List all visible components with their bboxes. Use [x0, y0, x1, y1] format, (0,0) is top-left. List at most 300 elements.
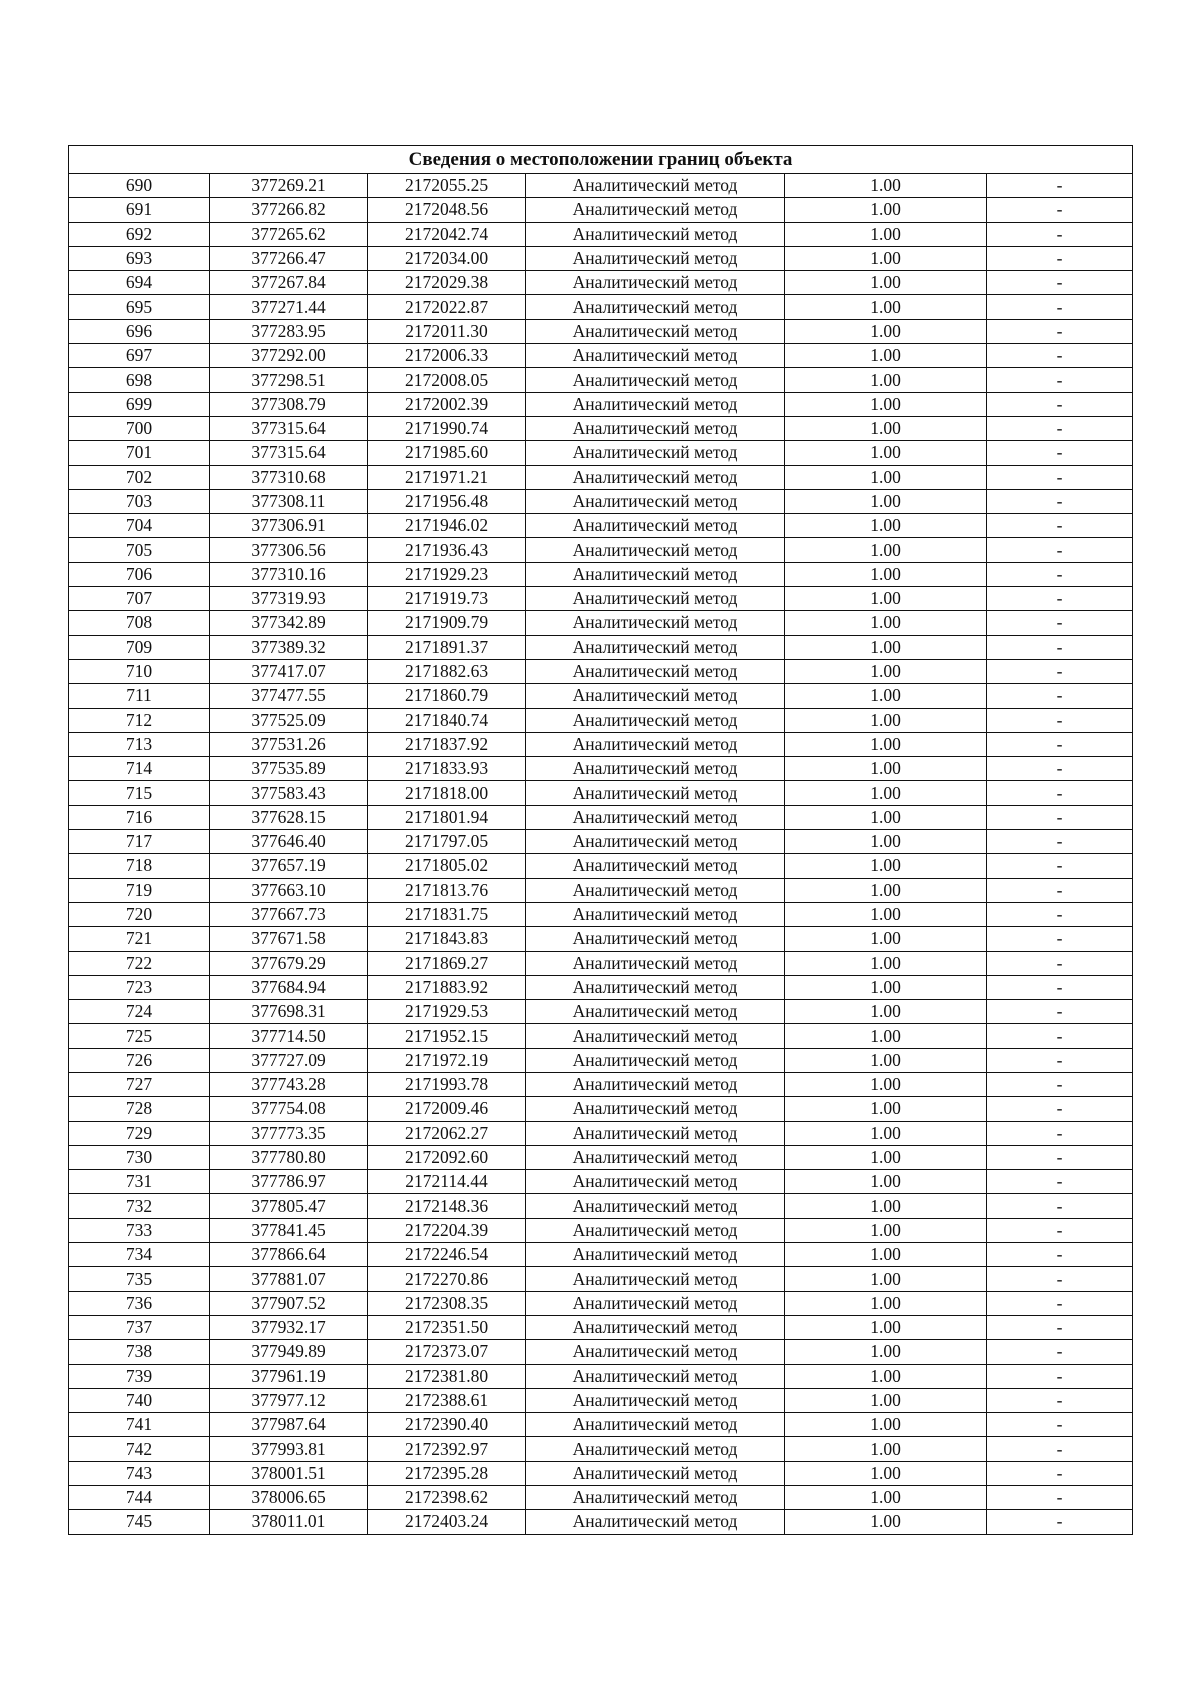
x-coordinate-cell: 377773.35: [210, 1121, 368, 1145]
accuracy-cell: 1.00: [785, 1510, 987, 1534]
method-cell: Аналитический метод: [526, 1145, 785, 1169]
description-cell: -: [987, 708, 1133, 732]
method-cell: Аналитический метод: [526, 708, 785, 732]
table-row: [69, 1315, 1133, 1339]
method-cell: Аналитический метод: [526, 514, 785, 538]
method-cell: Аналитический метод: [526, 781, 785, 805]
y-coordinate-cell: 2172002.39: [368, 392, 526, 416]
y-coordinate-cell: 2171952.15: [368, 1024, 526, 1048]
point-number-cell: 709: [69, 635, 210, 659]
description-cell: -: [987, 368, 1133, 392]
y-coordinate-cell: 2171919.73: [368, 587, 526, 611]
x-coordinate-cell: 377786.97: [210, 1170, 368, 1194]
x-coordinate-cell: 377308.79: [210, 392, 368, 416]
point-number-cell: 697: [69, 344, 210, 368]
description-cell: -: [987, 465, 1133, 489]
accuracy-cell: 1.00: [785, 1267, 987, 1291]
accuracy-cell: 1.00: [785, 441, 987, 465]
method-cell: Аналитический метод: [526, 1413, 785, 1437]
y-coordinate-cell: 2171972.19: [368, 1048, 526, 1072]
x-coordinate-cell: 377315.64: [210, 416, 368, 440]
point-number-cell: 696: [69, 319, 210, 343]
point-number-cell: 722: [69, 951, 210, 975]
x-coordinate-cell: 377417.07: [210, 659, 368, 683]
x-coordinate-cell: 377907.52: [210, 1291, 368, 1315]
x-coordinate-cell: 377310.68: [210, 465, 368, 489]
accuracy-cell: 1.00: [785, 659, 987, 683]
description-cell: -: [987, 1461, 1133, 1485]
method-cell: Аналитический метод: [526, 271, 785, 295]
method-cell: Аналитический метод: [526, 392, 785, 416]
accuracy-cell: 1.00: [785, 1364, 987, 1388]
y-coordinate-cell: 2171946.02: [368, 514, 526, 538]
point-number-cell: 721: [69, 927, 210, 951]
x-coordinate-cell: 377269.21: [210, 174, 368, 198]
table-row: [69, 1145, 1133, 1169]
x-coordinate-cell: 377583.43: [210, 781, 368, 805]
table-row: [69, 757, 1133, 781]
x-coordinate-cell: 377306.56: [210, 538, 368, 562]
accuracy-cell: 1.00: [785, 1243, 987, 1267]
description-cell: -: [987, 441, 1133, 465]
point-number-cell: 698: [69, 368, 210, 392]
description-cell: -: [987, 1121, 1133, 1145]
accuracy-cell: 1.00: [785, 465, 987, 489]
point-number-cell: 720: [69, 902, 210, 926]
table-row: [69, 587, 1133, 611]
point-number-cell: 711: [69, 684, 210, 708]
table-row: [69, 319, 1133, 343]
x-coordinate-cell: 377714.50: [210, 1024, 368, 1048]
table-row: [69, 198, 1133, 222]
table-row: [69, 1364, 1133, 1388]
accuracy-cell: 1.00: [785, 781, 987, 805]
description-cell: -: [987, 1486, 1133, 1510]
x-coordinate-cell: 377754.08: [210, 1097, 368, 1121]
accuracy-cell: 1.00: [785, 1194, 987, 1218]
x-coordinate-cell: 377628.15: [210, 805, 368, 829]
accuracy-cell: 1.00: [785, 489, 987, 513]
point-number-cell: 736: [69, 1291, 210, 1315]
table-row: [69, 1048, 1133, 1072]
table-row: [69, 1170, 1133, 1194]
table-row: [69, 1194, 1133, 1218]
accuracy-cell: 1.00: [785, 198, 987, 222]
x-coordinate-cell: 377531.26: [210, 732, 368, 756]
method-cell: Аналитический метод: [526, 562, 785, 586]
x-coordinate-cell: 377841.45: [210, 1218, 368, 1242]
table-row: [69, 708, 1133, 732]
description-cell: -: [987, 1000, 1133, 1024]
description-cell: -: [987, 1364, 1133, 1388]
method-cell: Аналитический метод: [526, 975, 785, 999]
y-coordinate-cell: 2172308.35: [368, 1291, 526, 1315]
table-row: [69, 854, 1133, 878]
x-coordinate-cell: 377646.40: [210, 830, 368, 854]
description-cell: -: [987, 757, 1133, 781]
point-number-cell: 692: [69, 222, 210, 246]
point-number-cell: 723: [69, 975, 210, 999]
table-row: [69, 441, 1133, 465]
x-coordinate-cell: 378011.01: [210, 1510, 368, 1534]
accuracy-cell: 1.00: [785, 975, 987, 999]
description-cell: -: [987, 975, 1133, 999]
table-row: [69, 1121, 1133, 1145]
table-row: [69, 538, 1133, 562]
y-coordinate-cell: 2171797.05: [368, 830, 526, 854]
accuracy-cell: 1.00: [785, 1121, 987, 1145]
method-cell: Аналитический метод: [526, 1437, 785, 1461]
x-coordinate-cell: 377266.82: [210, 198, 368, 222]
point-number-cell: 741: [69, 1413, 210, 1437]
y-coordinate-cell: 2171929.23: [368, 562, 526, 586]
point-number-cell: 694: [69, 271, 210, 295]
method-cell: Аналитический метод: [526, 732, 785, 756]
y-coordinate-cell: 2172042.74: [368, 222, 526, 246]
description-cell: -: [987, 174, 1133, 198]
point-number-cell: 743: [69, 1461, 210, 1485]
method-cell: Аналитический метод: [526, 1486, 785, 1510]
y-coordinate-cell: 2172403.24: [368, 1510, 526, 1534]
method-cell: Аналитический метод: [526, 1267, 785, 1291]
y-coordinate-cell: 2171929.53: [368, 1000, 526, 1024]
point-number-cell: 739: [69, 1364, 210, 1388]
table-row: [69, 1024, 1133, 1048]
accuracy-cell: 1.00: [785, 1170, 987, 1194]
description-cell: -: [987, 805, 1133, 829]
point-number-cell: 700: [69, 416, 210, 440]
y-coordinate-cell: 2172398.62: [368, 1486, 526, 1510]
description-cell: -: [987, 1218, 1133, 1242]
table-row: [69, 489, 1133, 513]
point-number-cell: 691: [69, 198, 210, 222]
accuracy-cell: 1.00: [785, 854, 987, 878]
boundary-coordinates-table: [68, 145, 1133, 1535]
accuracy-cell: 1.00: [785, 1291, 987, 1315]
x-coordinate-cell: 377679.29: [210, 951, 368, 975]
x-coordinate-cell: 377743.28: [210, 1072, 368, 1096]
description-cell: -: [987, 1291, 1133, 1315]
description-cell: -: [987, 319, 1133, 343]
accuracy-cell: 1.00: [785, 927, 987, 951]
point-number-cell: 715: [69, 781, 210, 805]
table-row: [69, 1413, 1133, 1437]
description-cell: -: [987, 732, 1133, 756]
method-cell: Аналитический метод: [526, 1170, 785, 1194]
table-row: [69, 975, 1133, 999]
table-row: [69, 1340, 1133, 1364]
y-coordinate-cell: 2172148.36: [368, 1194, 526, 1218]
description-cell: -: [987, 1413, 1133, 1437]
point-number-cell: 704: [69, 514, 210, 538]
x-coordinate-cell: 377310.16: [210, 562, 368, 586]
table-row: [69, 392, 1133, 416]
table-row: [69, 416, 1133, 440]
accuracy-cell: 1.00: [785, 1413, 987, 1437]
method-cell: Аналитический метод: [526, 174, 785, 198]
description-cell: -: [987, 684, 1133, 708]
table-row: [69, 781, 1133, 805]
description-cell: -: [987, 198, 1133, 222]
description-cell: -: [987, 587, 1133, 611]
point-number-cell: 716: [69, 805, 210, 829]
y-coordinate-cell: 2172392.97: [368, 1437, 526, 1461]
point-number-cell: 702: [69, 465, 210, 489]
description-cell: -: [987, 1315, 1133, 1339]
x-coordinate-cell: 377267.84: [210, 271, 368, 295]
table-row: [69, 295, 1133, 319]
table-row: [69, 1510, 1133, 1534]
table-title: Сведения о местоположении границ объекта: [69, 146, 1133, 174]
accuracy-cell: 1.00: [785, 1461, 987, 1485]
description-cell: -: [987, 1145, 1133, 1169]
y-coordinate-cell: 2171956.48: [368, 489, 526, 513]
table-row: [69, 1267, 1133, 1291]
accuracy-cell: 1.00: [785, 538, 987, 562]
method-cell: Аналитический метод: [526, 441, 785, 465]
description-cell: -: [987, 927, 1133, 951]
y-coordinate-cell: 2172022.87: [368, 295, 526, 319]
x-coordinate-cell: 377684.94: [210, 975, 368, 999]
table-title-row: [69, 146, 1133, 174]
y-coordinate-cell: 2171833.93: [368, 757, 526, 781]
table-row: [69, 246, 1133, 270]
y-coordinate-cell: 2172048.56: [368, 198, 526, 222]
method-cell: Аналитический метод: [526, 1291, 785, 1315]
accuracy-cell: 1.00: [785, 514, 987, 538]
point-number-cell: 706: [69, 562, 210, 586]
description-cell: -: [987, 1194, 1133, 1218]
accuracy-cell: 1.00: [785, 1000, 987, 1024]
point-number-cell: 718: [69, 854, 210, 878]
y-coordinate-cell: 2172388.61: [368, 1388, 526, 1412]
method-cell: Аналитический метод: [526, 1024, 785, 1048]
method-cell: Аналитический метод: [526, 368, 785, 392]
method-cell: Аналитический метод: [526, 587, 785, 611]
point-number-cell: 693: [69, 246, 210, 270]
table-row: [69, 1218, 1133, 1242]
x-coordinate-cell: 377283.95: [210, 319, 368, 343]
description-cell: -: [987, 1170, 1133, 1194]
description-cell: -: [987, 1097, 1133, 1121]
x-coordinate-cell: 377805.47: [210, 1194, 368, 1218]
description-cell: -: [987, 271, 1133, 295]
x-coordinate-cell: 377315.64: [210, 441, 368, 465]
description-cell: -: [987, 1024, 1133, 1048]
description-cell: -: [987, 1437, 1133, 1461]
table-row: [69, 465, 1133, 489]
x-coordinate-cell: 377881.07: [210, 1267, 368, 1291]
point-number-cell: 719: [69, 878, 210, 902]
y-coordinate-cell: 2172029.38: [368, 271, 526, 295]
accuracy-cell: 1.00: [785, 1486, 987, 1510]
x-coordinate-cell: 377780.80: [210, 1145, 368, 1169]
y-coordinate-cell: 2172011.30: [368, 319, 526, 343]
point-number-cell: 738: [69, 1340, 210, 1364]
y-coordinate-cell: 2172006.33: [368, 344, 526, 368]
table-row: [69, 902, 1133, 926]
accuracy-cell: 1.00: [785, 295, 987, 319]
description-cell: -: [987, 611, 1133, 635]
x-coordinate-cell: 377949.89: [210, 1340, 368, 1364]
description-cell: -: [987, 295, 1133, 319]
table-row: [69, 1097, 1133, 1121]
point-number-cell: 737: [69, 1315, 210, 1339]
method-cell: Аналитический метод: [526, 635, 785, 659]
table-row: [69, 1000, 1133, 1024]
description-cell: -: [987, 514, 1133, 538]
x-coordinate-cell: 377319.93: [210, 587, 368, 611]
x-coordinate-cell: 377698.31: [210, 1000, 368, 1024]
y-coordinate-cell: 2171990.74: [368, 416, 526, 440]
document-page: [68, 145, 1132, 1535]
method-cell: Аналитический метод: [526, 344, 785, 368]
x-coordinate-cell: 377671.58: [210, 927, 368, 951]
accuracy-cell: 1.00: [785, 222, 987, 246]
description-cell: -: [987, 951, 1133, 975]
accuracy-cell: 1.00: [785, 1437, 987, 1461]
x-coordinate-cell: 377292.00: [210, 344, 368, 368]
accuracy-cell: 1.00: [785, 1024, 987, 1048]
method-cell: Аналитический метод: [526, 1121, 785, 1145]
description-cell: -: [987, 416, 1133, 440]
description-cell: -: [987, 1243, 1133, 1267]
table-row: [69, 927, 1133, 951]
x-coordinate-cell: 377308.11: [210, 489, 368, 513]
point-number-cell: 701: [69, 441, 210, 465]
method-cell: Аналитический метод: [526, 538, 785, 562]
accuracy-cell: 1.00: [785, 1340, 987, 1364]
x-coordinate-cell: 377525.09: [210, 708, 368, 732]
description-cell: -: [987, 489, 1133, 513]
method-cell: Аналитический метод: [526, 611, 785, 635]
point-number-cell: 731: [69, 1170, 210, 1194]
point-number-cell: 725: [69, 1024, 210, 1048]
y-coordinate-cell: 2172008.05: [368, 368, 526, 392]
y-coordinate-cell: 2171813.76: [368, 878, 526, 902]
y-coordinate-cell: 2171971.21: [368, 465, 526, 489]
y-coordinate-cell: 2171883.92: [368, 975, 526, 999]
y-coordinate-cell: 2171843.83: [368, 927, 526, 951]
y-coordinate-cell: 2171801.94: [368, 805, 526, 829]
y-coordinate-cell: 2172114.44: [368, 1170, 526, 1194]
x-coordinate-cell: 377266.47: [210, 246, 368, 270]
table-row: [69, 1291, 1133, 1315]
method-cell: Аналитический метод: [526, 927, 785, 951]
x-coordinate-cell: 377265.62: [210, 222, 368, 246]
x-coordinate-cell: 377977.12: [210, 1388, 368, 1412]
accuracy-cell: 1.00: [785, 246, 987, 270]
method-cell: Аналитический метод: [526, 1510, 785, 1534]
x-coordinate-cell: 377271.44: [210, 295, 368, 319]
table-row: [69, 951, 1133, 975]
description-cell: -: [987, 854, 1133, 878]
description-cell: -: [987, 830, 1133, 854]
table-row: [69, 611, 1133, 635]
method-cell: Аналитический метод: [526, 854, 785, 878]
accuracy-cell: 1.00: [785, 611, 987, 635]
accuracy-cell: 1.00: [785, 416, 987, 440]
method-cell: Аналитический метод: [526, 1194, 785, 1218]
method-cell: Аналитический метод: [526, 1072, 785, 1096]
method-cell: Аналитический метод: [526, 1000, 785, 1024]
x-coordinate-cell: 377663.10: [210, 878, 368, 902]
description-cell: -: [987, 1267, 1133, 1291]
point-number-cell: 707: [69, 587, 210, 611]
x-coordinate-cell: 377932.17: [210, 1315, 368, 1339]
table-row: [69, 562, 1133, 586]
accuracy-cell: 1.00: [785, 902, 987, 926]
accuracy-cell: 1.00: [785, 805, 987, 829]
description-cell: -: [987, 635, 1133, 659]
method-cell: Аналитический метод: [526, 489, 785, 513]
method-cell: Аналитический метод: [526, 465, 785, 489]
table-row: [69, 830, 1133, 854]
y-coordinate-cell: 2171936.43: [368, 538, 526, 562]
point-number-cell: 708: [69, 611, 210, 635]
y-coordinate-cell: 2172092.60: [368, 1145, 526, 1169]
method-cell: Аналитический метод: [526, 830, 785, 854]
description-cell: -: [987, 1048, 1133, 1072]
method-cell: Аналитический метод: [526, 1048, 785, 1072]
accuracy-cell: 1.00: [785, 562, 987, 586]
table-row: [69, 684, 1133, 708]
x-coordinate-cell: 378006.65: [210, 1486, 368, 1510]
point-number-cell: 742: [69, 1437, 210, 1461]
x-coordinate-cell: 377866.64: [210, 1243, 368, 1267]
x-coordinate-cell: 377727.09: [210, 1048, 368, 1072]
y-coordinate-cell: 2171837.92: [368, 732, 526, 756]
method-cell: Аналитический метод: [526, 295, 785, 319]
method-cell: Аналитический метод: [526, 684, 785, 708]
accuracy-cell: 1.00: [785, 1048, 987, 1072]
accuracy-cell: 1.00: [785, 319, 987, 343]
y-coordinate-cell: 2172373.07: [368, 1340, 526, 1364]
description-cell: -: [987, 392, 1133, 416]
method-cell: Аналитический метод: [526, 1364, 785, 1388]
description-cell: -: [987, 538, 1133, 562]
y-coordinate-cell: 2171909.79: [368, 611, 526, 635]
y-coordinate-cell: 2172009.46: [368, 1097, 526, 1121]
point-number-cell: 727: [69, 1072, 210, 1096]
point-number-cell: 733: [69, 1218, 210, 1242]
point-number-cell: 714: [69, 757, 210, 781]
accuracy-cell: 1.00: [785, 757, 987, 781]
point-number-cell: 735: [69, 1267, 210, 1291]
point-number-cell: 695: [69, 295, 210, 319]
point-number-cell: 699: [69, 392, 210, 416]
y-coordinate-cell: 2171840.74: [368, 708, 526, 732]
accuracy-cell: 1.00: [785, 732, 987, 756]
method-cell: Аналитический метод: [526, 878, 785, 902]
description-cell: -: [987, 902, 1133, 926]
accuracy-cell: 1.00: [785, 635, 987, 659]
x-coordinate-cell: 377667.73: [210, 902, 368, 926]
method-cell: Аналитический метод: [526, 222, 785, 246]
x-coordinate-cell: 377993.81: [210, 1437, 368, 1461]
accuracy-cell: 1.00: [785, 344, 987, 368]
point-number-cell: 730: [69, 1145, 210, 1169]
y-coordinate-cell: 2172395.28: [368, 1461, 526, 1485]
table-row: [69, 344, 1133, 368]
point-number-cell: 712: [69, 708, 210, 732]
point-number-cell: 710: [69, 659, 210, 683]
table-body: [69, 174, 1133, 1535]
table-row: [69, 1072, 1133, 1096]
point-number-cell: 732: [69, 1194, 210, 1218]
accuracy-cell: 1.00: [785, 951, 987, 975]
x-coordinate-cell: 377657.19: [210, 854, 368, 878]
